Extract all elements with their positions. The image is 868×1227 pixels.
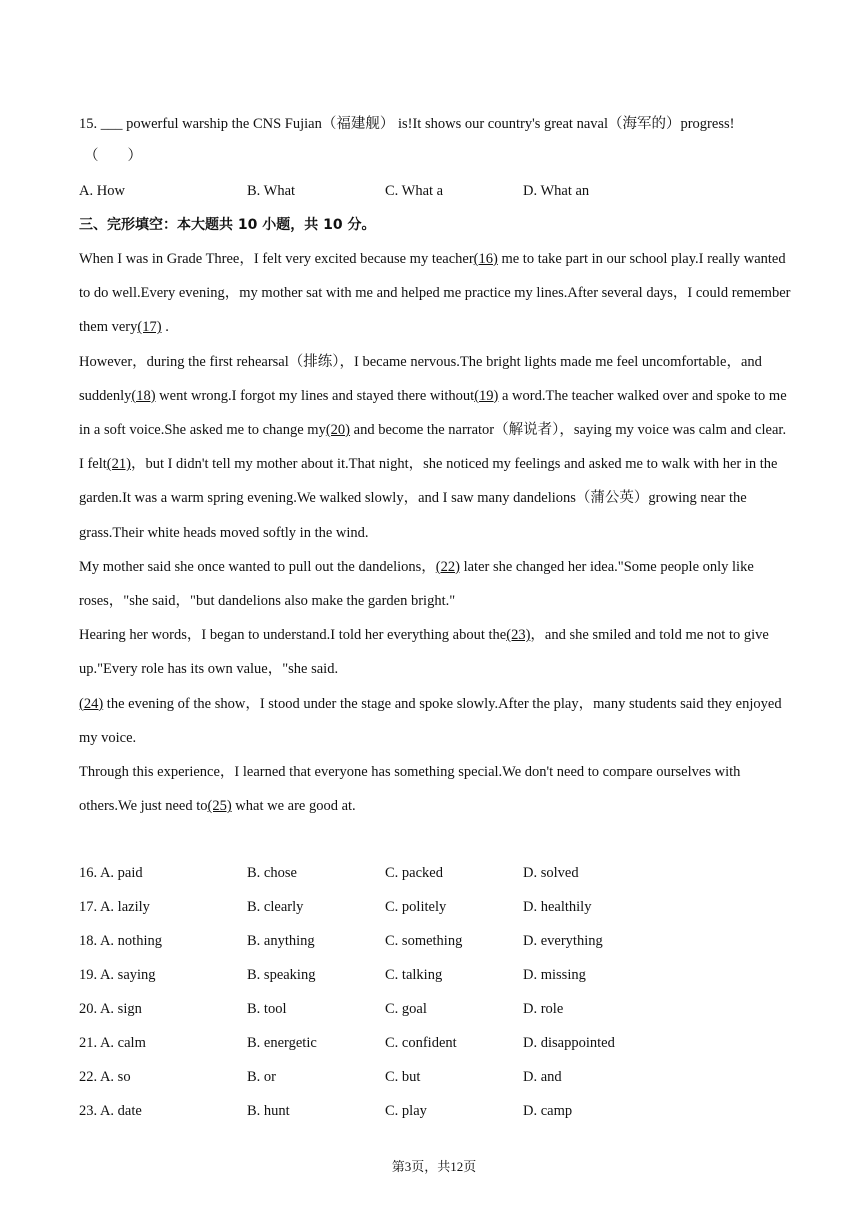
section-title: 三、完形填空：本大题共 10 小题，共 10 分。	[79, 217, 376, 233]
passage-text: a word.The teacher walked over and spoke to me in a soft voice.She asked me to change my	[79, 387, 787, 439]
option-a: 19. A. saying	[79, 967, 156, 983]
option-c: C. goal	[385, 1001, 427, 1017]
option-d: D. solved	[523, 865, 579, 881]
blank-23: (23)	[506, 627, 531, 644]
option-d: D. role	[523, 1001, 564, 1017]
passage-text: and become the narrator（解说者），saying my voice was calm and clear.	[350, 422, 787, 439]
blank-17: (17)	[137, 319, 162, 336]
option-b: B. anything	[247, 933, 315, 949]
option-c: C. packed	[385, 865, 443, 881]
option-d: D. everything	[523, 933, 603, 949]
passage-text: later she changed her idea."Some people only like roses，"she said，"but dandelions also make the garden bright."	[79, 558, 754, 610]
option-d: D. and	[523, 1069, 562, 1085]
passage-paragraph	[79, 618, 791, 686]
passage-paragraph	[79, 755, 791, 823]
question-row	[79, 998, 799, 1020]
passage-text: the evening of the show，I stood under the stage and spoke slowly.After the play，many students said they enjoyed my voice.	[79, 695, 782, 746]
option-b: B. chose	[247, 865, 297, 881]
option-a: 17. A. lazily	[79, 899, 150, 915]
passage-paragraph	[79, 550, 791, 618]
option-c: C. politely	[385, 899, 447, 915]
passage-text: Hearing her words，I began to understand.I told her everything about the	[79, 627, 507, 644]
option-d: D. missing	[523, 967, 586, 983]
blank-24: (24)	[79, 695, 104, 712]
option-c: C. confident	[385, 1035, 457, 1051]
option-a: 18. A. nothing	[79, 933, 162, 949]
option-d: D. disappointed	[523, 1035, 615, 1051]
passage-paragraph	[79, 687, 791, 755]
option-a: 23. A. date	[79, 1103, 142, 1119]
blank-18: (18)	[131, 387, 156, 404]
option-c: C. talking	[385, 967, 443, 983]
passage-text: However，during the first rehearsal（排练），I became nervous.The bright lights made me feel uncomfortable，and suddenly	[79, 353, 762, 404]
passage-text: My mother said she once wanted to pull out the dandelions，	[79, 558, 436, 575]
question-row	[79, 1100, 799, 1122]
blank-20: (20)	[325, 422, 351, 439]
blank-21: (21)	[106, 456, 131, 473]
option-b: B. What	[247, 183, 296, 199]
option-b: B. hunt	[247, 1103, 290, 1119]
blank-25: (25)	[207, 798, 232, 815]
passage-text: went wrong.I forgot my lines and stayed there without	[155, 387, 475, 404]
blank-16: (16)	[473, 251, 498, 267]
passage-text: I felt	[79, 456, 107, 473]
blank-22: (22)	[435, 558, 460, 575]
option-a: A. How	[79, 183, 125, 199]
option-c: C. What a	[385, 183, 444, 199]
passage-paragraph	[79, 242, 791, 345]
question-row	[79, 930, 799, 952]
option-b: B. or	[247, 1069, 276, 1085]
question-row	[79, 862, 799, 884]
option-b: B. clearly	[247, 899, 304, 915]
passage-text: ，and she smiled and told me not to give up."Every role has its own value，"she said.	[79, 627, 769, 678]
option-b: B. energetic	[247, 1035, 317, 1051]
answer-parentheses: （ ）	[84, 148, 142, 164]
question-row	[79, 1066, 799, 1088]
option-a: 22. A. so	[79, 1069, 131, 1085]
blank-19: (19)	[474, 387, 499, 404]
passage-text: what we are good at.	[231, 798, 356, 815]
passage-text: When I was in Grade Three，I felt very excited because my teacher	[79, 251, 474, 267]
option-b: B. speaking	[247, 967, 316, 983]
passage-paragraph	[79, 345, 791, 448]
passage-paragraph	[79, 447, 791, 550]
question-15-stem: 15. ___ powerful warship the CNS Fujian（福建舰） is!It shows our country's great naval（海军的）progress!	[79, 116, 735, 132]
option-d: D. What an	[523, 183, 590, 199]
option-c: C. but	[385, 1069, 421, 1085]
passage-text: ，but I didn't tell my mother about it.That night，she noticed my feelings and asked me to walk with her in the garden.It was a warm spring evening.We walked slowly，and I saw many dandelions（蒲公英）growing near the grass.Their white heads moved softly in the wind.	[79, 456, 778, 541]
option-c: C. play	[385, 1103, 427, 1119]
question-row	[79, 1032, 799, 1054]
option-d: D. healthily	[523, 899, 592, 915]
passage-text: Through this experience，I learned that everyone has something special.We don't need to compare ourselves with others.We just need to	[79, 764, 741, 815]
passage-text: me to take part in our school play.I really wanted to do well.Every evening，my mother sat with me and helped me practice my lines.After several days，I could remember them very	[79, 251, 791, 336]
page-number-footer: 第3页，共12页	[391, 1159, 477, 1174]
question-row	[79, 964, 799, 986]
option-a: 20. A. sign	[79, 1001, 142, 1017]
question-15-options	[79, 180, 799, 202]
option-a: 21. A. calm	[79, 1035, 146, 1051]
question-row	[79, 896, 799, 918]
option-c: C. something	[385, 933, 463, 949]
option-d: D. camp	[523, 1103, 573, 1119]
option-a: 16. A. paid	[79, 865, 143, 881]
passage-text: .	[161, 319, 169, 336]
option-b: B. tool	[247, 1001, 287, 1017]
cloze-passage	[79, 242, 791, 823]
